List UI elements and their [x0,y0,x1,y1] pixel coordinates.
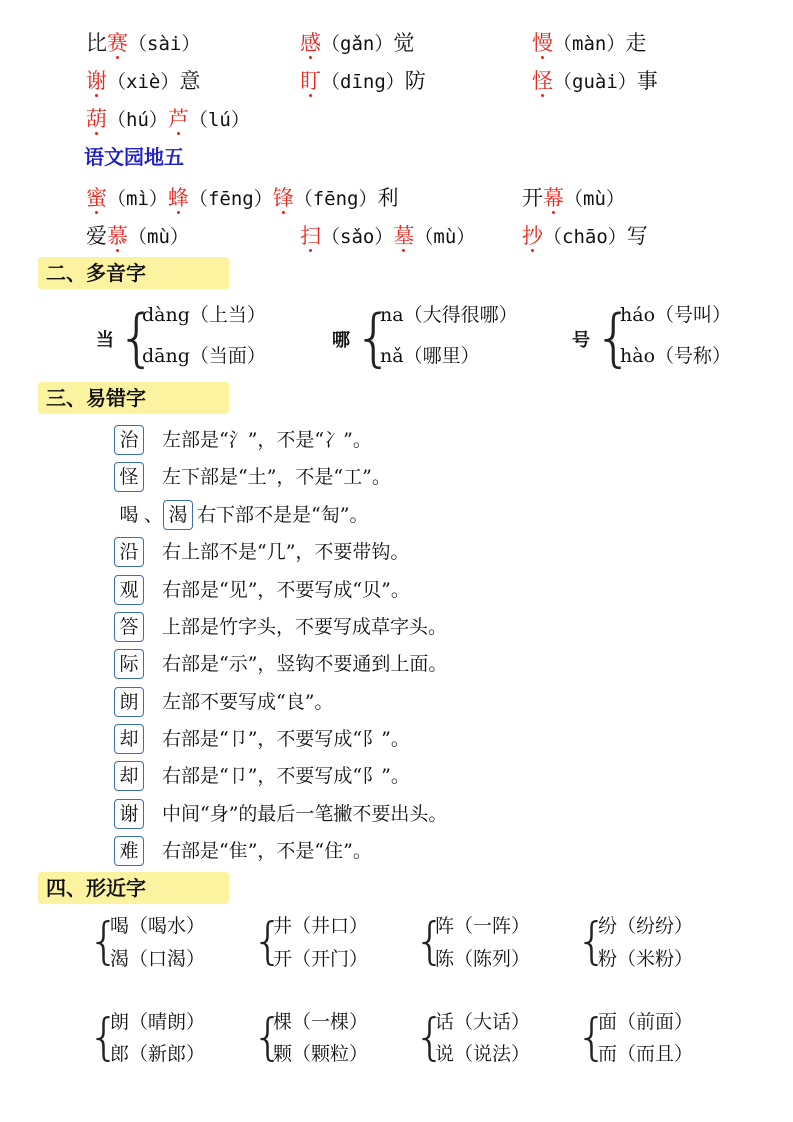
word-dingfang: 盯（dīng）防 [300,69,426,93]
item-text: 右部是“卩”，不要写成“阝”。 [162,765,410,787]
brace-icon: { [414,912,446,970]
boxed-char: 观 [114,575,144,605]
boxed-char: 朗 [114,687,144,717]
item-text: 右部是“卩”，不要写成“阝”。 [162,728,410,750]
duoyin-line: dàng（上当） [142,304,266,326]
pair-line: 开（开门） [273,948,369,970]
list-item [114,799,447,829]
pair-line: 纷（纷纷） [598,915,694,937]
pair-line: 阵（一阵） [435,915,531,937]
separator: 、 [144,504,164,526]
duoyin-char: 哪 [332,330,350,351]
boxed-char: 难 [114,836,144,866]
word-pinyin: mù [433,226,457,248]
word-pinyin: mì [126,188,149,210]
word-post: 写 [626,224,648,248]
brace-icon: { [354,301,394,374]
word-post: 防 [404,69,426,93]
word-char: 蜂 [167,186,189,210]
pair-line: 颗（颗粒） [273,1043,369,1065]
word-char: 幕 [543,186,564,210]
list-item [114,836,372,866]
boxed-char: 谢 [114,799,144,829]
yuwen-title: 语文园地五 [84,145,184,169]
word-pinyin: lú [207,109,231,131]
word-char: 慢 [532,31,553,55]
list-item [114,649,447,679]
pair-line: 郎（新郎） [110,1043,206,1065]
pair-line: 朗（晴朗） [110,1011,206,1033]
word-pinyin: guài [572,71,618,93]
word-pinyin: xiè [126,71,161,93]
duoyin-line: dāng（当面） [142,345,266,367]
word-manzou: 慢（màn）走 [532,31,647,55]
word-pinyin: fēng [207,188,254,210]
duoyin-char: 号 [572,330,590,351]
pair-line: 说（说法） [435,1043,531,1065]
pair-line: 话（大话） [435,1011,531,1033]
word-pinyin: dīng [340,71,386,93]
yuwen-row1-left: 蜜（mì）蜂（fēng）锋（fēng）利 [86,186,399,210]
boxed-char: 沿 [114,537,144,567]
word-pre: 开 [522,186,543,210]
word-xieyi: 谢（xiè）意 [86,69,201,93]
brace-icon: { [252,1008,284,1066]
word-char: 怪 [532,69,553,93]
word-pinyin: mù [583,188,606,210]
item-text: 左下部是“土”，不是“工”。 [162,466,391,488]
pair-line: 棵（一棵） [273,1011,369,1033]
pair-line: 面（前面） [598,1011,694,1033]
duoyin-line: háo（号叫） [620,304,732,326]
pair-line: 渴（口渴） [110,948,206,970]
boxed-char: 际 [114,649,144,679]
boxed-char: 却 [114,724,144,754]
section-header-yicuo: 三、易错字 [38,382,229,414]
list-item [114,537,409,567]
duoyin-char: 当 [96,330,114,351]
word-post: 觉 [393,31,415,55]
word-char: 慕 [107,224,128,248]
word-pinyin: gǎn [340,33,375,55]
duoyin-line: hào（号称） [620,345,732,367]
word-guaishi: 怪（guài）事 [532,69,658,93]
brace-icon: { [576,1008,608,1066]
word-pinyin: màn [572,33,607,55]
word-char: 谢 [86,69,107,93]
boxed-char: 治 [114,425,144,455]
word-pre: 爱 [86,224,107,248]
item-text: 右部是“隹”，不是“住”。 [162,840,372,862]
list-item [114,462,391,492]
word-pre: 比 [86,31,107,55]
yuwen-row2-left: 爱慕（mù） [86,224,189,248]
list-item [114,612,447,642]
pair-line: 井（井口） [273,915,369,937]
section-header-duoyin: 二、多音字 [38,257,229,289]
word-ganjue: 感（gǎn）觉 [300,31,415,55]
word-char: 锋 [272,186,294,210]
item-text: 左部是“氵”，不是“冫”。 [162,429,372,451]
brace-icon: { [576,912,608,970]
boxed-char: 却 [114,761,144,791]
item-text: 上部是竹字头，不要写成草字头。 [162,616,448,638]
item-text: 右部是“示”，竖钩不要通到上面。 [162,653,448,675]
item-text: 左部不要写成“良”。 [162,691,334,713]
word-pinyin: sài [147,33,182,55]
word-bisai: 比赛（sài） [86,31,201,55]
word-char: 芦 [167,107,189,131]
word-post: 事 [636,69,658,93]
word-post: 走 [625,31,647,55]
brace-icon: { [594,301,634,374]
word-char: 抄 [522,224,543,248]
pair-line: 喝（喝水） [110,915,206,937]
brace-icon: { [117,301,157,374]
word-hulu: 葫（hú）芦（lú） [86,107,250,131]
item-text: 右上部不是“几”，不要带钩。 [162,541,410,563]
word-pinyin: mù [147,226,170,248]
list-item [114,425,372,455]
yuwen-row2-right: 抄（chāo）写 [522,224,648,248]
list-item [114,761,410,791]
item-text: 右部是“见”，不要写成“贝”。 [162,579,410,601]
item-text: 右下部不是是“匋”。 [197,504,369,526]
item-text: 中间“身”的最后一笔撇不要出头。 [162,803,448,825]
pair-line: 粉（米粉） [598,948,694,970]
word-char: 盯 [300,69,321,93]
word-char: 葫 [86,107,107,131]
word-char: 墓 [393,224,415,248]
word-post: 利 [377,186,399,210]
duoyin-line: na（大得很哪） [380,304,518,326]
list-item [114,500,368,530]
pair-line: 而（而且） [598,1043,694,1065]
pair-line: 陈（陈列） [435,948,531,970]
word-pinyin: hú [126,109,149,131]
word-char: 感 [300,31,321,55]
word-char: 赛 [107,31,128,55]
list-item [114,575,410,605]
word-pinyin: fēng [312,188,359,210]
plain-char: 喝 [119,504,139,526]
boxed-char: 渴 [163,500,193,530]
brace-icon: { [414,1008,446,1066]
brace-icon: { [88,912,120,970]
boxed-char: 答 [114,612,144,642]
duoyin-line: nǎ（哪里） [380,345,480,367]
list-item [114,687,333,717]
word-char: 扫 [300,224,321,248]
yuwen-row1-right: 开幕（mù） [522,186,625,210]
word-char: 蜜 [86,186,107,210]
brace-icon: { [88,1008,120,1066]
yuwen-row2-mid: 扫（sǎo）墓（mù） [300,224,476,248]
boxed-char: 怪 [114,462,144,492]
word-post: 意 [179,69,201,93]
word-pinyin: chāo [562,226,608,248]
word-pinyin: sǎo [340,226,375,248]
list-item [114,724,410,754]
brace-icon: { [252,912,284,970]
section-header-xingjin: 四、形近字 [38,872,229,904]
